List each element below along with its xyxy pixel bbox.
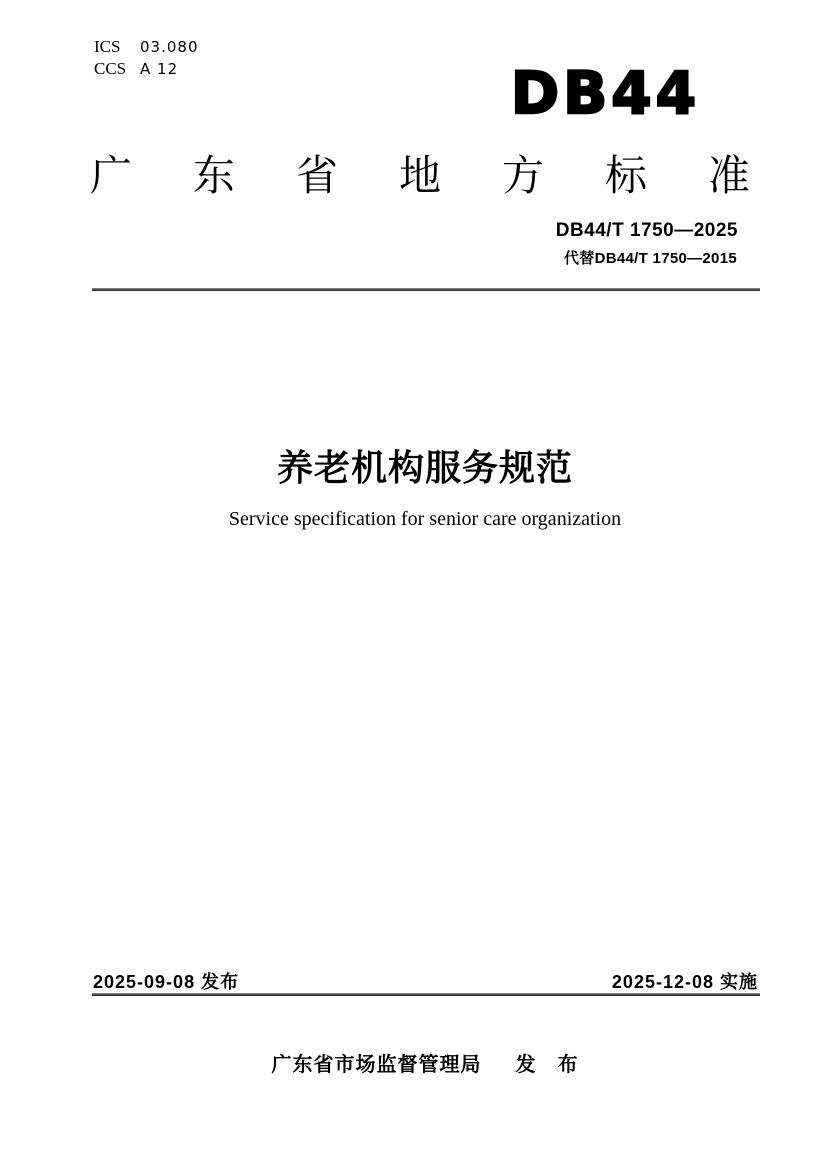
classification-codes: [94, 36, 199, 80]
publisher-name: 广东省市场监督管理局: [271, 1054, 482, 1076]
standard-number: DB44/T 1750—2025: [555, 220, 738, 241]
ics-line: [94, 36, 199, 58]
standard-type-title: 广东省地方标准: [90, 152, 750, 199]
ics-value: 03.080: [140, 38, 199, 56]
document-title-english: Service specification for senior care organization: [228, 508, 622, 530]
db44-logo: DB44: [510, 59, 700, 127]
publish-label: 发 布: [515, 1054, 579, 1076]
publisher-row: [92, 1048, 758, 1077]
implement-date: 2025-12-08 实施: [611, 972, 758, 992]
issue-date: 2025-09-08 发布: [93, 972, 240, 992]
ccs-label: CCS: [94, 59, 127, 78]
footer-rule: [92, 993, 760, 996]
dates-row: [93, 968, 758, 994]
ccs-line: [94, 58, 199, 80]
replaces-note: 代替DB44/T 1750—2015: [564, 250, 737, 267]
ccs-value: A 12: [140, 60, 179, 78]
document-title: 养老机构服务规范: [276, 447, 573, 488]
header-rule: [92, 288, 760, 291]
ics-label: ICS: [94, 37, 121, 56]
